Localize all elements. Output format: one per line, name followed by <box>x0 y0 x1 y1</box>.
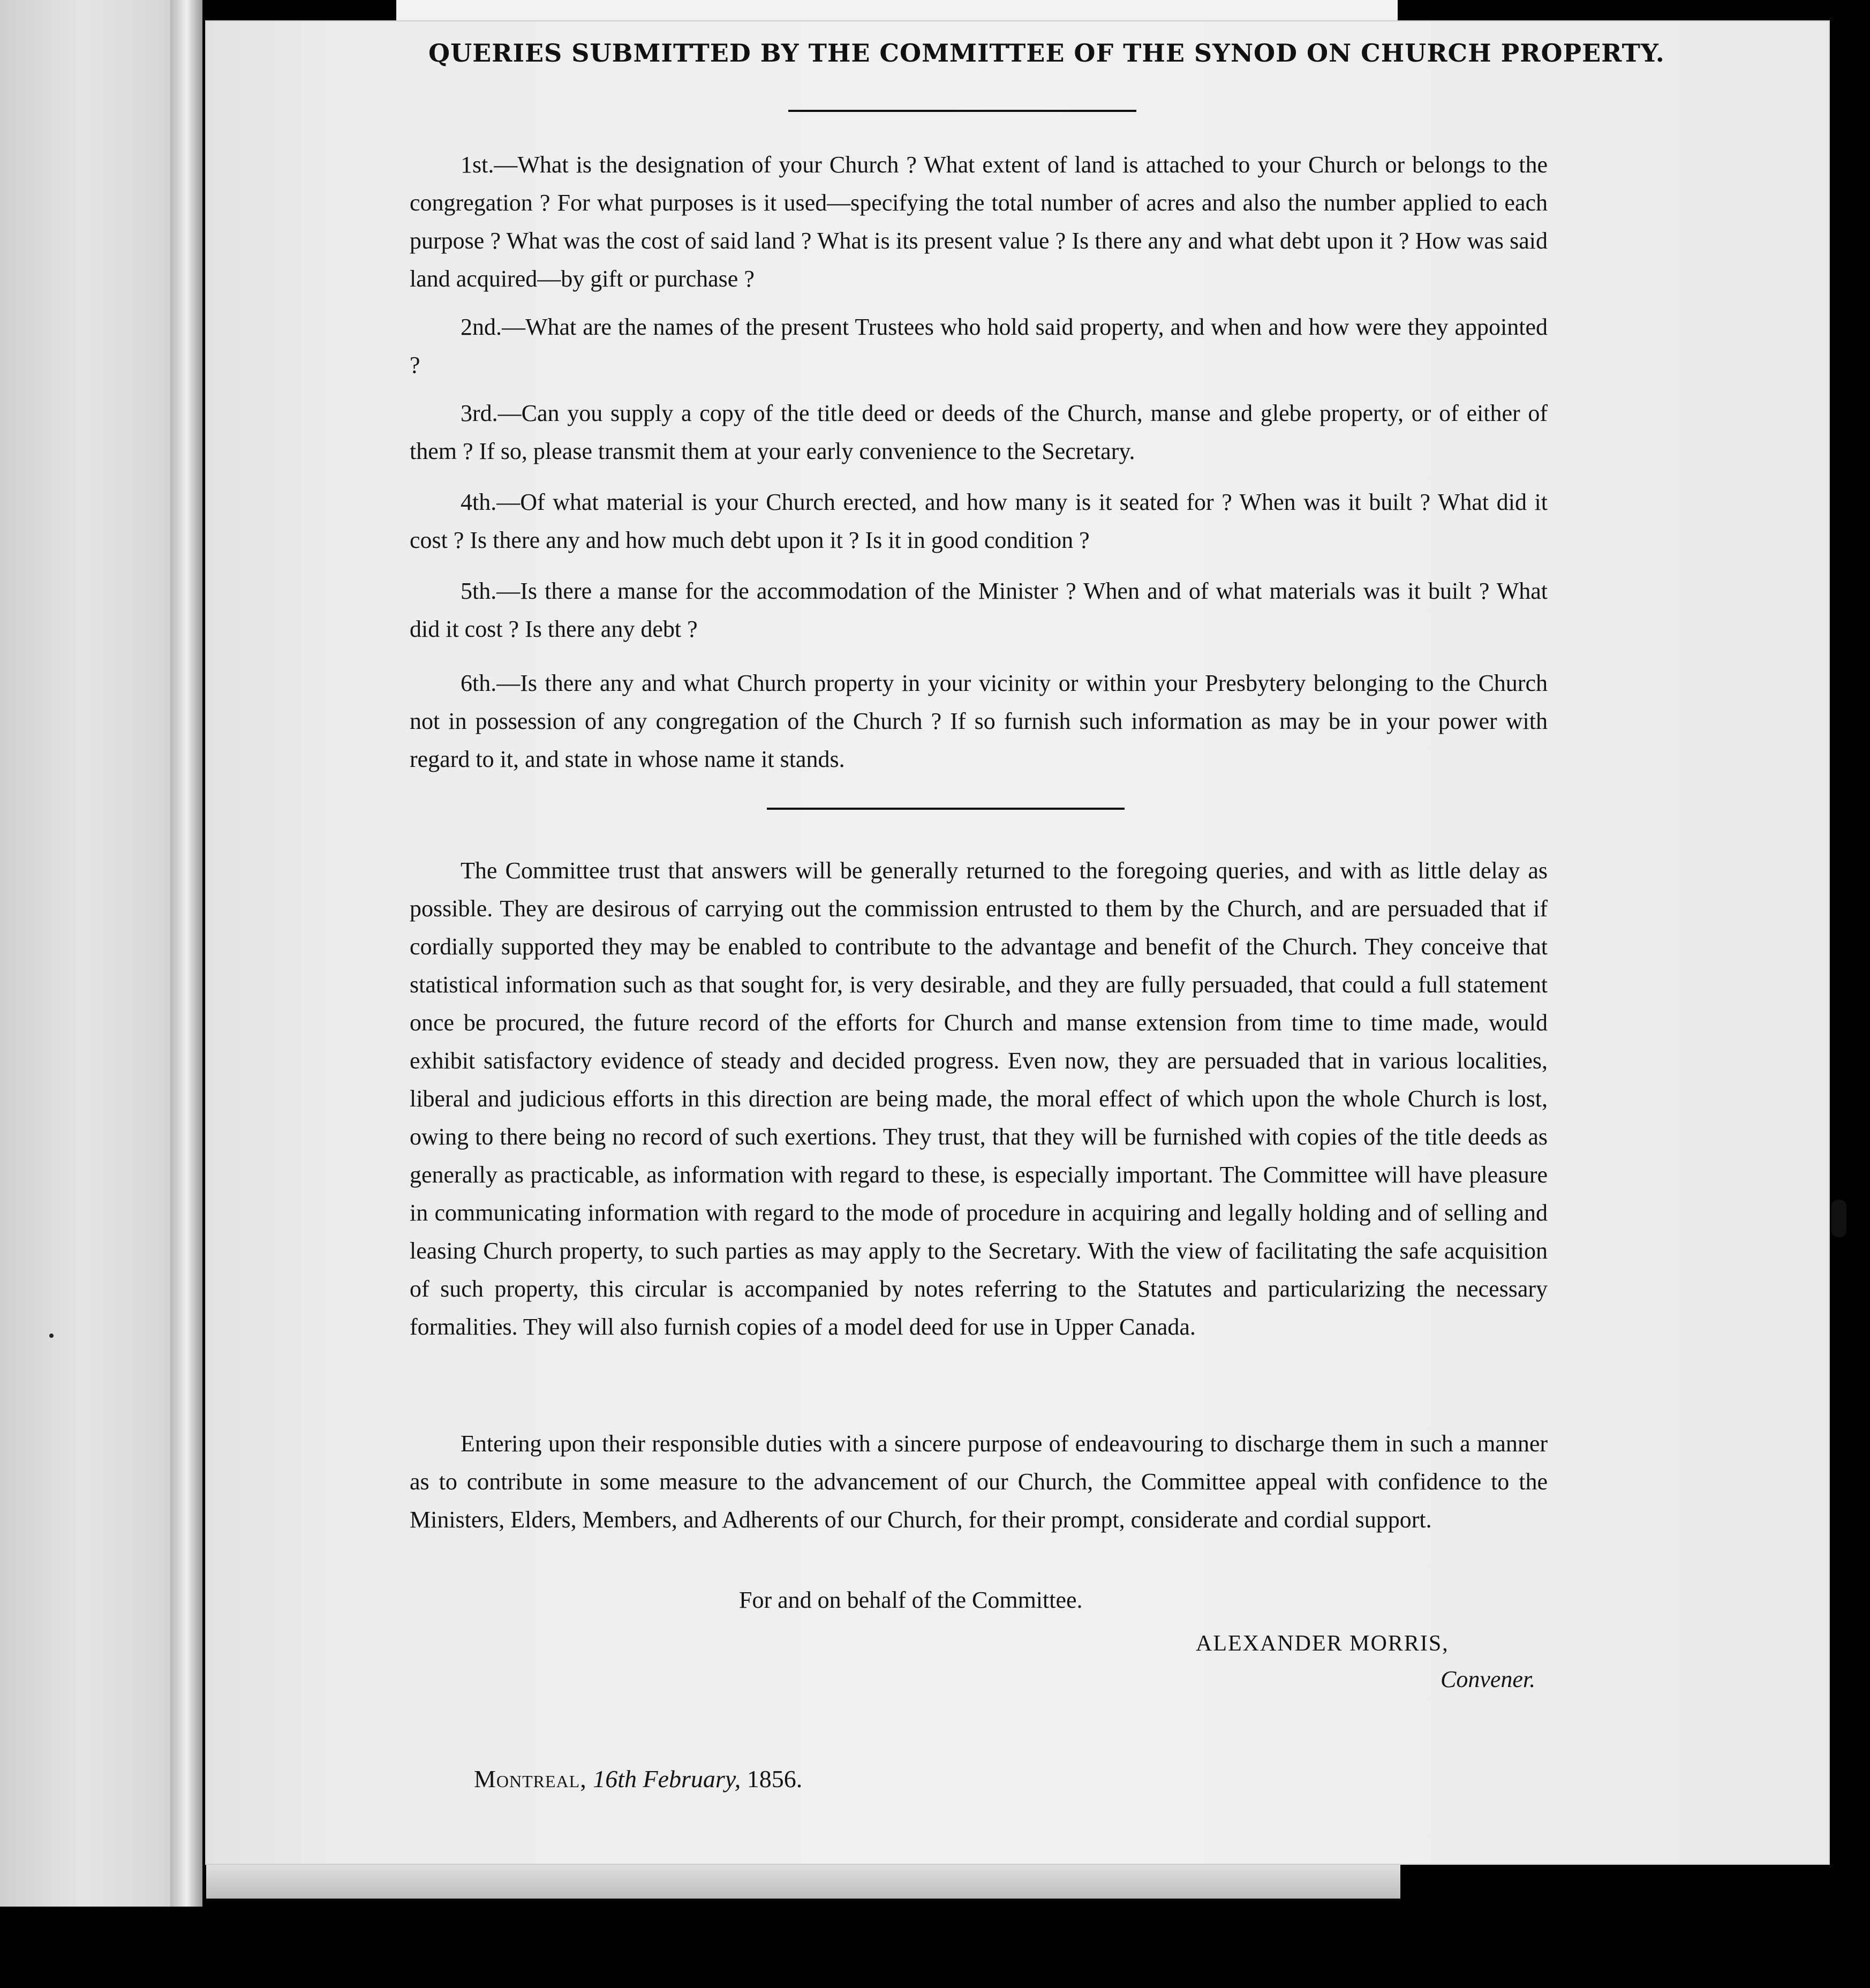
query-label: 6th. <box>461 670 497 696</box>
query-1 <box>410 146 1548 298</box>
query-text: —Of what material is your Church erected, and how many is it seated for ? When was it built ? What did it cost ? Is there any and how much debt upon it ? Is it in good condition ? <box>410 489 1548 553</box>
query-5 <box>410 572 1548 648</box>
binding-clip <box>1831 1200 1846 1237</box>
signer-role: Convener. <box>1441 1666 1536 1692</box>
query-label: 4th. <box>461 489 497 515</box>
query-text: —What is the designation of your Church ? What extent of land is attached to your Church or belongs to the congregation ? For what purposes is it used—specifying the total number of acres and also the number applied to each purpose ? What was the cost of said land ? What is its present value ? Is there any and what debt upon it ? How was said land acquired—by gift or purchase ? <box>410 152 1548 292</box>
query-label: 5th. <box>461 578 497 604</box>
dateline-place: Montreal, <box>474 1765 587 1793</box>
closing-paragraph: Entering upon their responsible duties with a sincere purpose of endeavouring to discharge them in such a manner as to contribute in some measure to the advancement of our Church, the Committee appeal with confidence to the Ministers, Elders, Members, and Adherents of our Church, for their prompt, considerate and cordial support. <box>410 1430 1548 1533</box>
query-text: —Can you supply a copy of the title deed or deeds of the Church, manse and glebe property, or of either of them ? If so, please transmit them at your early convenience to the Secretary. <box>410 400 1548 464</box>
previous-page-edge <box>0 0 198 1907</box>
query-text: —Is there any and what Church property in your vicinity or within your Presbytery belonging to the Church not in possession of any congregation of the Church ? If so furnish such information as may be in your power with regard to it, and state in whose name it stands. <box>410 670 1548 772</box>
on-behalf-line: For and on behalf of the Committee. <box>739 1587 1083 1613</box>
query-6 <box>410 664 1548 778</box>
signer-name: ALEXANDER MORRIS, <box>1196 1631 1449 1656</box>
query-text: —Is there a manse for the accommodation of the Minister ? When and of what materials was it built ? What did it cost ? Is there any debt ? <box>410 578 1548 642</box>
dateline-year: 1856. <box>747 1765 803 1793</box>
speck <box>49 1334 54 1338</box>
page-bottom-edge <box>206 1858 1400 1899</box>
document-title: QUERIES SUBMITTED BY THE COMMITTEE OF THE SYNOD ON CHURCH PROPERTY. <box>428 39 1665 67</box>
query-text: —What are the names of the present Trustees who hold said property, and when and how were they appointed ? <box>410 314 1548 378</box>
dateline-date: 16th February, <box>593 1765 741 1793</box>
query-label: 3rd. <box>461 400 498 426</box>
section-divider <box>767 808 1125 810</box>
binding-fold <box>170 0 202 1907</box>
committee-paragraph: The Committee trust that answers will be generally returned to the foregoing queries, and with as little delay as possible. They are desirous of carrying out the commission entrusted to them by the Church, and are persuaded that if cordially supported they may be enabled to contribute to the advantage and benefit of the Church. They conceive that statistical information such as that sought for, is very desirable, and they are fully persuaded, that could a full statement once be procured, the future record of the efforts for Church and manse extension from time to time made, would exhibit satisfactory evidence of steady and decided progress. Even now, they are persuaded that in various localities, liberal and judicious efforts in this direction are being made, the moral effect of which upon the whole Church is lost, owing to there being no record of such exertions. They trust, that they will be furnished with copies of the title deeds as generally as practicable, as information with regard to these, is especially important. The Committee will have pleasure in communicating information with regard to the mode of procedure in acquiring and legally holding and of selling and leasing Church property, to such parties as may apply to the Secretary. With the view of facilitating the safe acquisition of such property, this circular is accompanied by notes referring to the Statutes and particularizing the necessary formalities. They will also furnish copies of a model deed for use in Upper Canada. <box>410 857 1548 1340</box>
query-label: 2nd. <box>461 314 502 340</box>
query-4 <box>410 483 1548 559</box>
query-2 <box>410 308 1548 384</box>
title-divider <box>788 110 1136 112</box>
query-3 <box>410 394 1548 470</box>
dateline <box>474 1765 802 1793</box>
query-label: 1st. <box>461 152 494 178</box>
